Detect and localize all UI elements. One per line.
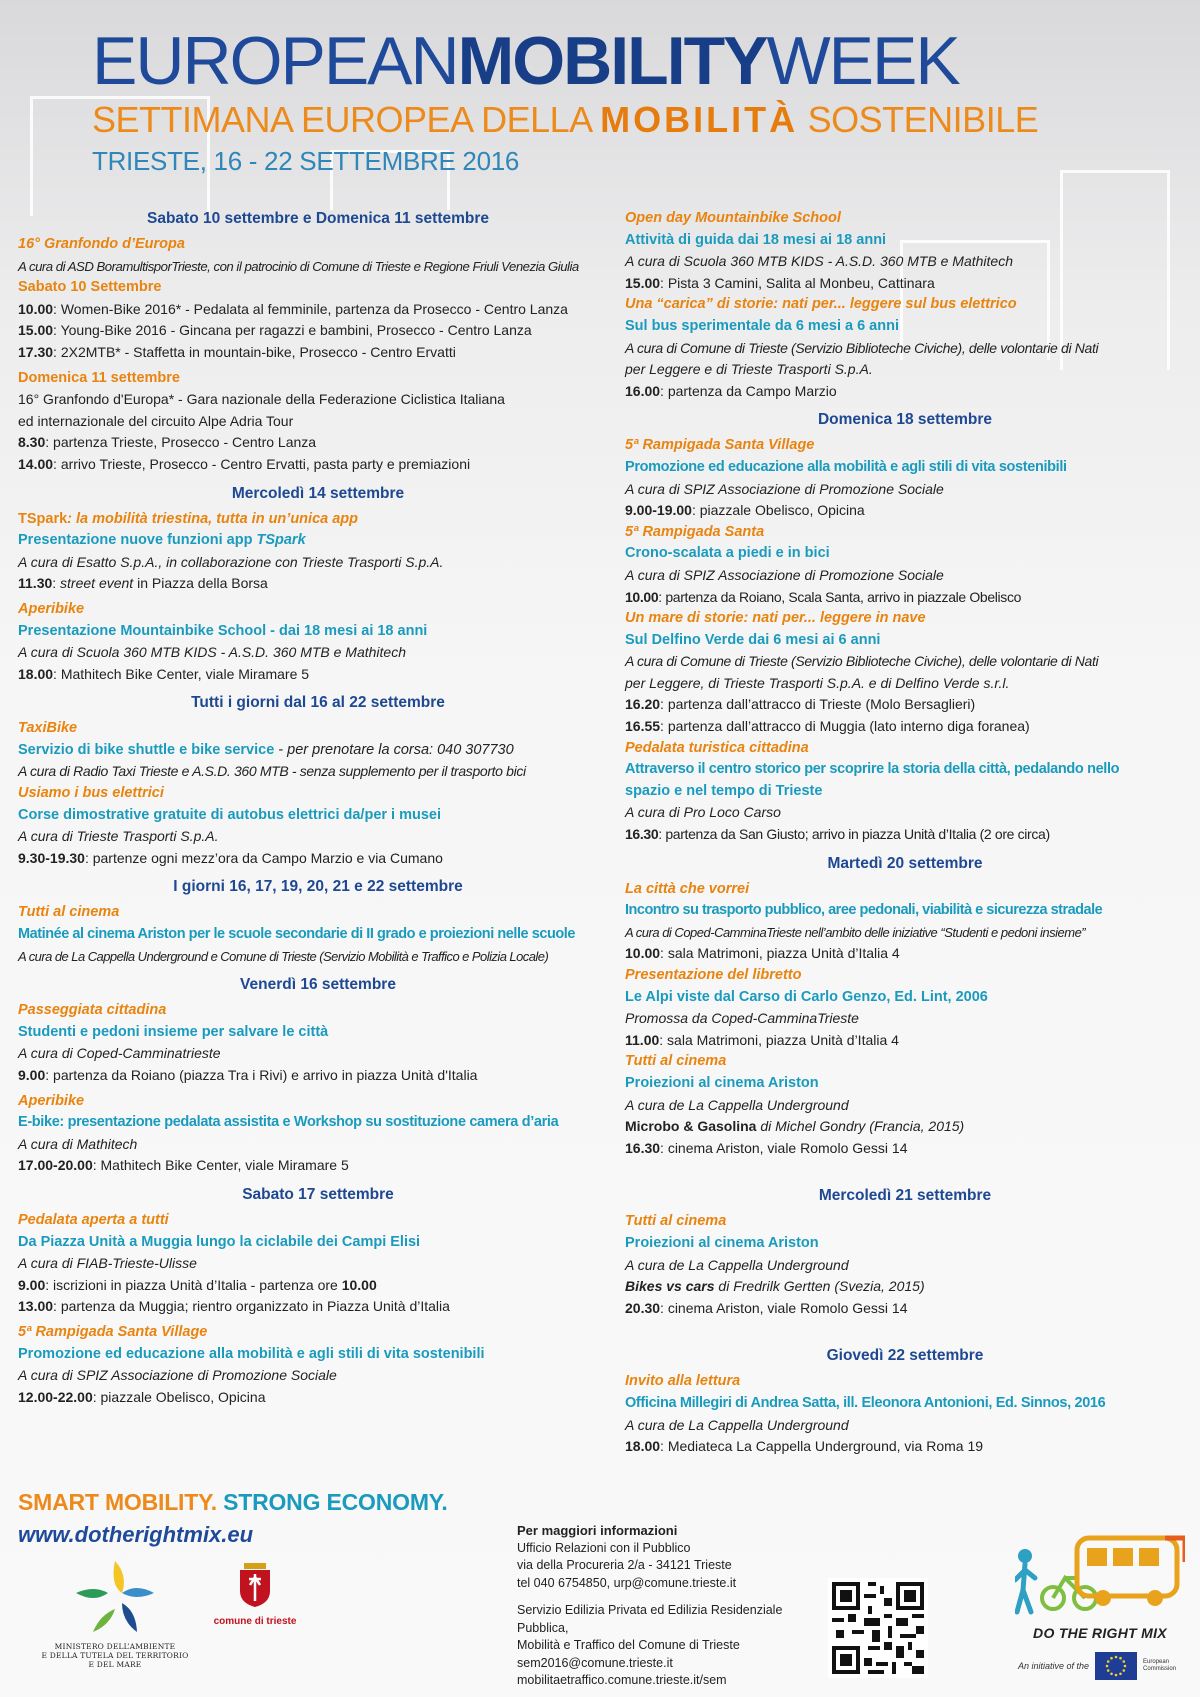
event-tag: La città che vorrei: [625, 880, 750, 897]
event-organizer: A cura de La Cappella Underground e Comune di Trieste (Servizio Mobilità e Traffico e Polizia Locale): [18, 948, 549, 964]
campaign-slogan-block: [18, 1488, 448, 1548]
event-schedule-line: 8.30: partenza Trieste, Prosecco - Centro Lanza: [18, 434, 317, 451]
contact-heading: Per maggiori informazioni: [517, 1523, 678, 1538]
event-organizer: Promossa da Coped-CamminaTrieste: [625, 1010, 859, 1027]
event-title: Le Alpi viste dal Carso di Carlo Genzo, Ed. Lint, 2006: [625, 988, 988, 1005]
ministry-star-icon: [70, 1555, 160, 1635]
event-organizer: A cura di Mathitech: [18, 1135, 138, 1152]
event-schedule-line: 9.00-19.00: piazzale Obelisco, Opicina: [625, 502, 865, 519]
do-the-right-mix-logo: [1010, 1532, 1190, 1641]
event-title: Incontro su trasporto pubblico, aree pedonali, viabilità e sicurezza stradale: [625, 902, 1103, 919]
comune-name: comune di trieste: [213, 1616, 297, 1627]
event-schedule-line: 16.55: partenza dall’attracco di Muggia (lato interno diga foranea): [625, 718, 1030, 735]
event-tag: Tutti al cinema: [18, 904, 120, 921]
event-tag: 5ª Rampigada Santa Village: [18, 1323, 208, 1340]
event-title: Proiezioni al cinema Ariston: [625, 1234, 819, 1251]
event-subheading: Domenica 11 settembre: [18, 369, 180, 386]
event-title: Officina Millegiri di Andrea Satta, ill. Eleonora Antonioni, Ed. Sinnos, 2016: [625, 1394, 1106, 1411]
event-schedule-line: 12.00-22.00: piazzale Obelisco, Opicina: [18, 1388, 266, 1405]
day-heading: Mercoledì 21 settembre: [818, 1187, 992, 1205]
event-title: Proiezioni al cinema Ariston: [625, 1074, 819, 1091]
mobility-mix-icon: [1015, 1532, 1185, 1618]
event-organizer: A cura di SPIZ Associazione di Promozione Sociale: [18, 1367, 337, 1384]
event-schedule-line: 15.00: Young-Bike 2016 - Gincana per ragazzi e bambini, Prosecco - Centro Lanza: [18, 322, 532, 339]
event-organizer: A cura di Radio Taxi Trieste e A.S.D. 360 MTB - senza supplemento per il trasporto bici: [18, 763, 526, 780]
event-tag: Pedalata turistica cittadina: [625, 739, 809, 756]
event-title: Matinée al cinema Ariston per le scuole secondarie di II grado e proiezioni nelle scuole: [18, 926, 575, 943]
event-schedule-line: 16.30: partenza da San Giusto; arrivo in piazza Unità d’Italia (2 ore circa): [625, 826, 1050, 843]
event-tag: Usiamo i bus elettrici: [18, 785, 164, 802]
event-organizer: A cura di Coped-Camminatrieste: [18, 1045, 221, 1062]
event-organizer: A cura di Pro Loco Carso: [625, 804, 781, 821]
event-subheading: Sabato 10 Settembre: [18, 279, 162, 296]
event-schedule-line: 17.30: 2X2MTB* - Staffetta in mountain-bike, Prosecco - Centro Ervatti: [18, 343, 456, 360]
film-credit: Bikes vs cars di Fredrilk Gertten (Svezia, 2015): [625, 1278, 925, 1295]
event-organizer: A cura di Coped-CamminaTrieste nell’ambito delle iniziative “Studenti e pedoni insieme”: [625, 924, 1086, 940]
event-tag: Aperibike: [18, 1092, 85, 1109]
event-organizer: A cura de La Cappella Underground: [625, 1416, 849, 1433]
event-schedule-line: 18.00: Mathitech Bike Center, viale Miramare 5: [18, 665, 310, 682]
event-organizer: A cura de La Cappella Underground: [625, 1256, 849, 1273]
event-tag: Una “carica” di storie: nati per... leggere sul bus elettrico: [625, 296, 1017, 313]
day-heading: Mercoledì 14 settembre: [231, 484, 405, 502]
event-tag: Un mare di storie: nati per... leggere in nave: [625, 610, 926, 627]
day-heading: Tutti i giorni dal 16 al 22 settembre: [191, 694, 445, 712]
ministry-name: MINISTERO DELL’AMBIENTE E DELLA TUTELA DEL TERRITORIO E DEL MARE: [41, 1642, 189, 1669]
contact-website[interactable]: mobilitaetraffico.comune.trieste.it/sem: [517, 1673, 727, 1687]
event-schedule-line: 13.00: partenza da Muggia; rientro organizzato in Piazza Unità d’Italia: [18, 1298, 450, 1315]
program-left-column: [18, 208, 618, 1408]
event-dates: TRIESTE, 16 - 22 SETTEMBRE 2016: [92, 146, 520, 176]
event-title: Servizio di bike shuttle e bike service - per prenotare la corsa: 040 307730: [18, 741, 514, 758]
event-title: spazio e nel tempo di Trieste: [625, 782, 823, 799]
event-schedule-line: 10.00: partenza da Roiano, Scala Santa, arrivo in piazzale Obelisco: [625, 588, 1022, 605]
event-schedule-line: 20.30: cinema Ariston, viale Romolo Gessi 14: [625, 1299, 908, 1316]
eu-commission-label: European Commission: [1143, 1659, 1177, 1672]
day-heading: Martedì 20 settembre: [827, 854, 983, 872]
event-schedule-line: 11.00: sala Matrimoni, piazza Unità d’Italia 4: [625, 1031, 899, 1048]
day-heading: Venerdì 16 settembre: [240, 976, 396, 994]
event-schedule-line: 16.00: partenza da Campo Marzio: [625, 382, 837, 399]
comune-shield-icon: [238, 1563, 272, 1607]
event-schedule-line: 9.30-19.30: partenze ogni mezz’ora da Campo Marzio e via Cumano: [18, 849, 443, 866]
event-organizer: A cura di SPIZ Associazione di Promozione Sociale: [625, 480, 944, 497]
event-title: Promozione ed educazione alla mobilità e agli stili di vita sostenibili: [18, 1345, 485, 1362]
event-tag: Presentazione del libretto: [625, 967, 802, 983]
contact-line[interactable]: tel 040 6754850, urp@comune.trieste.it: [517, 1575, 737, 1590]
event-tag: Pedalata aperta a tutti: [18, 1211, 169, 1228]
event-title: Da Piazza Unità a Muggia lungo la ciclabile dei Campi Elisi: [18, 1233, 421, 1250]
event-organizer: per Leggere, di Trieste Trasporti S.p.A. e di Delfino Verde s.r.l.: [625, 674, 1010, 691]
campaign-website-link[interactable]: www.dotherightmix.eu: [18, 1522, 254, 1547]
initiative-label: An initiative of the: [1018, 1661, 1090, 1671]
event-tag: TaxiBike: [18, 720, 78, 737]
event-schedule-line: 9.00: partenza da Roiano (piazza Tra i Rivi) e arrivo in piazza Unità d'Italia: [18, 1067, 478, 1083]
event-tag: 5ª Rampigada Santa: [625, 523, 765, 540]
event-schedule-line: 17.00-20.00: Mathitech Bike Center, viale Miramare 5: [18, 1157, 349, 1174]
event-schedule-line: 15.00: Pista 3 Camini, Salita al Monbeu, Cattinara: [625, 274, 935, 291]
event-description: ed internazionale del circuito Alpe Adria Tour: [18, 412, 294, 429]
event-tag: Tutti al cinema: [625, 1053, 727, 1070]
main-title: EUROPEANMOBILITYWEEK: [92, 23, 959, 99]
film-credit: Microbo & Gasolina di Michel Gondry (Francia, 2015): [625, 1118, 965, 1135]
event-title: Studenti e pedoni insieme per salvare le città: [18, 1023, 329, 1040]
event-tag: Open day Mountainbike School: [625, 210, 841, 226]
event-title: Presentazione Mountainbike School - dai 18 mesi ai 18 anni: [18, 622, 428, 639]
event-schedule-line: 10.00: Women-Bike 2016* - Pedalata al femminile, partenza da Prosecco - Centro Lanza: [18, 300, 568, 317]
eu-flag-icon: [1095, 1652, 1137, 1680]
event-organizer: per Leggere e di Trieste Trasporti S.p.A.: [625, 361, 873, 378]
event-tag: Tutti al cinema: [625, 1213, 727, 1230]
day-heading: Sabato 10 settembre e Domenica 11 settembre: [146, 210, 489, 227]
event-title: Presentazione nuove funzioni app TSpark: [18, 532, 306, 549]
event-tag: TSpark: la mobilità triestina, tutta in un’unica app: [18, 510, 359, 527]
italian-subtitle: SETTIMANA EUROPEA DELLA MOBILITÀ SOSTENIBILE: [92, 99, 1039, 140]
event-organizer: A cura di Scuola 360 MTB KIDS - A.S.D. 360 MTB e Mathitech: [625, 253, 1014, 270]
event-organizer: A cura di Scuola 360 MTB KIDS - A.S.D. 360 MTB e Mathitech: [18, 644, 407, 661]
comune-logo: [200, 1563, 310, 1627]
event-organizer: A cura di SPIZ Associazione di Promozione Sociale: [625, 566, 944, 583]
event-tag: 5ª Rampigada Santa Village: [625, 437, 815, 454]
event-schedule-line: 11.30: street event in Piazza della Borsa: [18, 575, 268, 592]
event-tag: Aperibike: [18, 600, 85, 617]
day-heading: Domenica 18 settembre: [817, 411, 993, 429]
event-organizer: A cura di Esatto S.p.A., in collaborazione con Trieste Trasporti S.p.A.: [18, 553, 444, 570]
event-tag: Invito alla lettura: [625, 1373, 741, 1390]
contact-line: via della Procureria 2/a - 34121 Trieste: [517, 1558, 732, 1572]
event-schedule-line: 9.00: iscrizioni in piazza Unità d’Italia - partenza ore 10.00: [18, 1276, 377, 1293]
contact-line: Ufficio Relazioni con il Pubblico: [517, 1540, 691, 1555]
program-right-column: [625, 208, 1185, 1458]
event-title: Sul bus sperimentale da 6 mesi a 6 anni: [625, 317, 899, 334]
event-organizer: A cura di Trieste Trasporti S.p.A.: [18, 828, 219, 845]
event-organizer: A cura di ASD BoramultisporTrieste, con il patrocinio di Comune di Trieste e Regione Friuli Venezia Giulia: [18, 258, 579, 274]
contact-info: [517, 1522, 817, 1690]
day-heading: Giovedì 22 settembre: [826, 1347, 984, 1365]
event-organizer: A cura di FIAB-Trieste-Ulisse: [18, 1255, 197, 1272]
contact-email[interactable]: sem2016@comune.trieste.it: [517, 1655, 673, 1670]
event-title: Corse dimostrative gratuite di autobus elettrici da/per i musei: [18, 806, 442, 823]
event-description: 16° Granfondo d'Europa* - Gara nazionale della Federazione Ciclistica Italiana: [18, 391, 505, 408]
event-title: Crono-scalata a piedi e in bici: [625, 545, 830, 562]
event-title: Promozione ed educazione alla mobilità e agli stili di vita sostenibili: [625, 458, 1067, 475]
contact-line: Servizio Edilizia Privata ed Edilizia Residenziale Pubblica,: [517, 1603, 783, 1635]
poster-header: [92, 24, 1152, 178]
event-organizer: A cura de La Cappella Underground: [625, 1096, 849, 1113]
event-title: Attività di guida dai 18 mesi ai 18 anni: [625, 231, 887, 248]
event-organizer: A cura di Comune di Trieste (Servizio Biblioteche Civiche), delle volontarie di Nati: [625, 653, 1099, 670]
event-title: Attraverso il centro storico per scoprire la storia della città, pedalando nello: [625, 761, 1120, 778]
day-heading: I giorni 16, 17, 19, 20, 21 e 22 settembre: [173, 878, 463, 896]
contact-line: Mobilità e Traffico del Comune di Trieste: [517, 1638, 740, 1652]
event-organizer: A cura di Comune di Trieste (Servizio Biblioteche Civiche), delle volontarie di Nati: [625, 339, 1099, 356]
campaign-slogan: SMART MOBILITY. STRONG ECONOMY.: [18, 1489, 448, 1515]
event-title: Sul Delfino Verde dai 6 mesi ai 6 anni: [625, 631, 881, 648]
ministry-logo: [40, 1555, 190, 1669]
event-schedule-line: 10.00: sala Matrimoni, piazza Unità d’Italia 4: [625, 945, 900, 962]
event-schedule-line: 18.00: Mediateca La Cappella Underground, via Roma 19: [625, 1438, 984, 1455]
event-tag: Passeggiata cittadina: [18, 1002, 167, 1019]
qr-code-icon[interactable]: [828, 1578, 928, 1678]
event-schedule-line: 16.30: cinema Ariston, viale Romolo Gessi 14: [625, 1139, 908, 1156]
event-title: E-bike: presentazione pedalata assistita e Workshop su sostituzione camera d’aria: [18, 1114, 559, 1131]
event-schedule-line: 16.20: partenza dall’attracco di Trieste (Molo Bersaglieri): [625, 696, 976, 713]
event-tag: 16° Granfondo d’Europa: [18, 236, 185, 252]
event-schedule-line: 14.00: arrivo Trieste, Prosecco - Centro Ervatti, pasta party e premiazioni: [18, 455, 471, 472]
eu-initiative: [1018, 1652, 1176, 1680]
do-the-right-mix-label: DO THE RIGHT MIX: [1033, 1625, 1167, 1641]
day-heading: Sabato 17 settembre: [242, 1185, 394, 1203]
